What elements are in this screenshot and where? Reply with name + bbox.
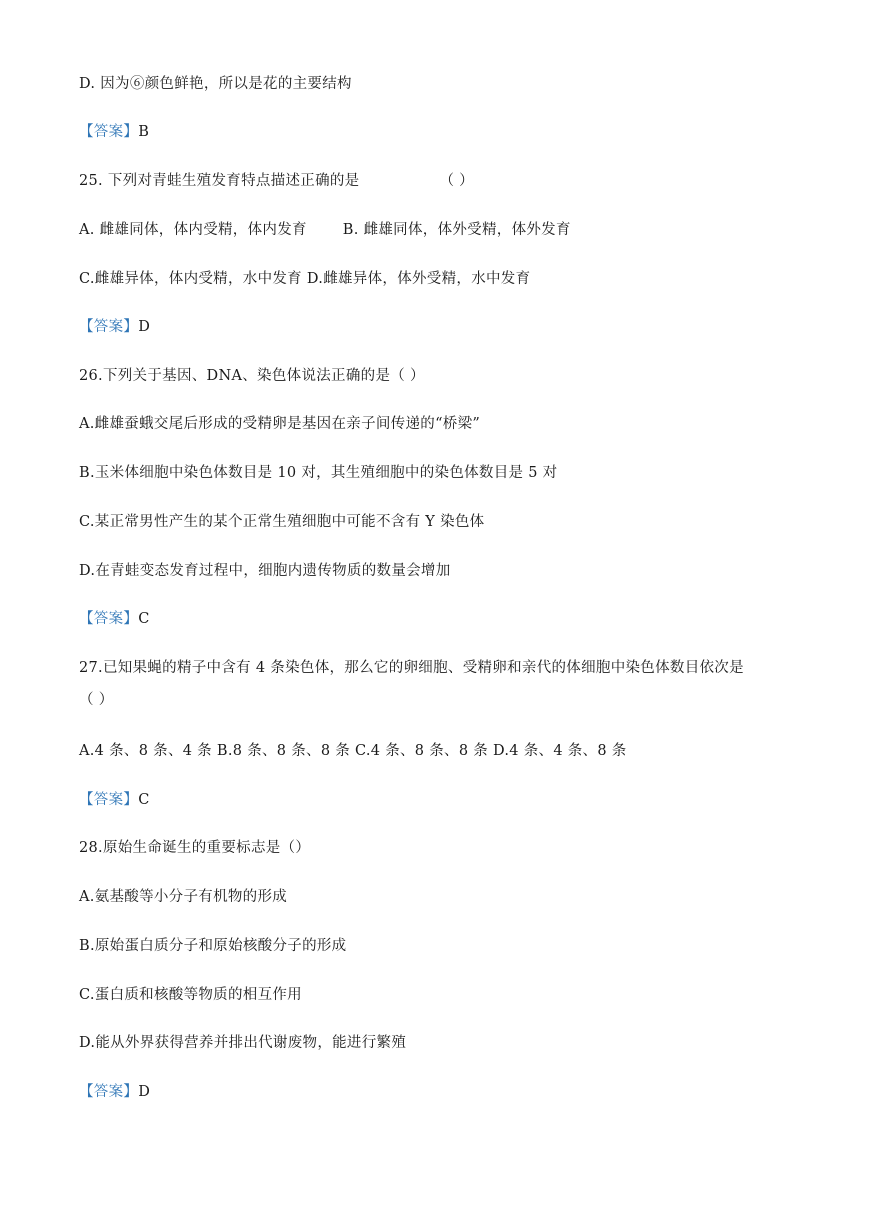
answer-value: D [138,319,151,335]
option-text: C.蛋白质和核酸等物质的相互作用 [79,987,302,1003]
option-text: D.能从外界获得营养并排出代谢废物，能进行繁殖 [79,1035,407,1051]
q26-stem [79,366,425,386]
answer-label: 【答案】 [79,319,139,335]
answer-label: 【答案】 [79,1084,139,1100]
q24-option-d [79,74,352,94]
answer-label: 【答案】 [79,124,139,140]
q28-option-c [79,985,302,1005]
q25-answer [79,317,150,337]
q25-stem [79,171,474,191]
option-text: D.在青蛙变态发育过程中，细胞内遗传物质的数量会增加 [79,563,451,579]
option-text: C.某正常男性产生的某个正常生殖细胞中可能不含有 Y 染色体 [79,514,485,530]
answer-label: 【答案】 [79,792,139,808]
q25-options-cd [79,269,530,289]
q27-answer [79,790,150,810]
q24-answer [79,122,149,142]
option-text: B.玉米体细胞中染色体数目是 10 对，其生殖细胞中的染色体数目是 5 对 [79,465,558,481]
answer-blank: （ ） [439,173,474,189]
option-text: A.雌雄蚕蛾交尾后形成的受精卵是基因在亲子间传递的“桥梁” [79,416,481,432]
option-a: A. 雌雄同体，体内受精，体内发育 [79,222,307,238]
q25-options-ab [79,220,571,240]
q26-option-c [79,512,484,532]
option-b: B. 雌雄同体，体外受精，体外发育 [342,222,571,238]
question-text: 25. 下列对青蛙生殖发育特点描述正确的是 [79,173,360,189]
q26-answer [79,609,150,629]
question-text: 26.下列关于基因、DNA、染色体说法正确的是（ ） [79,368,425,384]
q28-answer [79,1082,150,1102]
q26-option-d [79,561,451,581]
answer-value: D [138,1084,151,1100]
question-text: 28.原始生命诞生的重要标志是（） [79,840,311,856]
q27-blank [79,690,114,710]
answer-value: C [138,611,150,627]
answer-label: 【答案】 [79,611,139,627]
answer-blank: （ ） [79,692,114,708]
q27-options [79,741,627,761]
option-text: B.原始蛋白质分子和原始核酸分子的形成 [79,938,347,954]
question-text: 27.已知果蝇的精子中含有 4 条染色体，那么它的卵细胞、受精卵和亲代的体细胞中染色体数目依次是 [79,660,744,676]
q28-stem [79,838,310,858]
answer-value: C [138,792,150,808]
q28-option-b [79,936,346,956]
option-text: A.氨基酸等小分子有机物的形成 [79,889,288,905]
q26-option-b [79,463,557,483]
option-text: D. 因为⑥颜色鲜艳，所以是花的主要结构 [79,76,352,92]
q26-option-a [79,414,480,434]
q27-stem [79,658,744,678]
options-text: A.4 条、8 条、4 条 B.8 条、8 条、8 条 C.4 条、8 条、8 条 D.4 条、4 条、8 条 [79,743,627,759]
answer-value: B [138,124,150,140]
option-cd: C.雌雄异体，体内受精，水中发育 D.雌雄异体，体外受精，水中发育 [79,271,531,287]
q28-option-d [79,1033,406,1053]
q28-option-a [79,887,287,907]
